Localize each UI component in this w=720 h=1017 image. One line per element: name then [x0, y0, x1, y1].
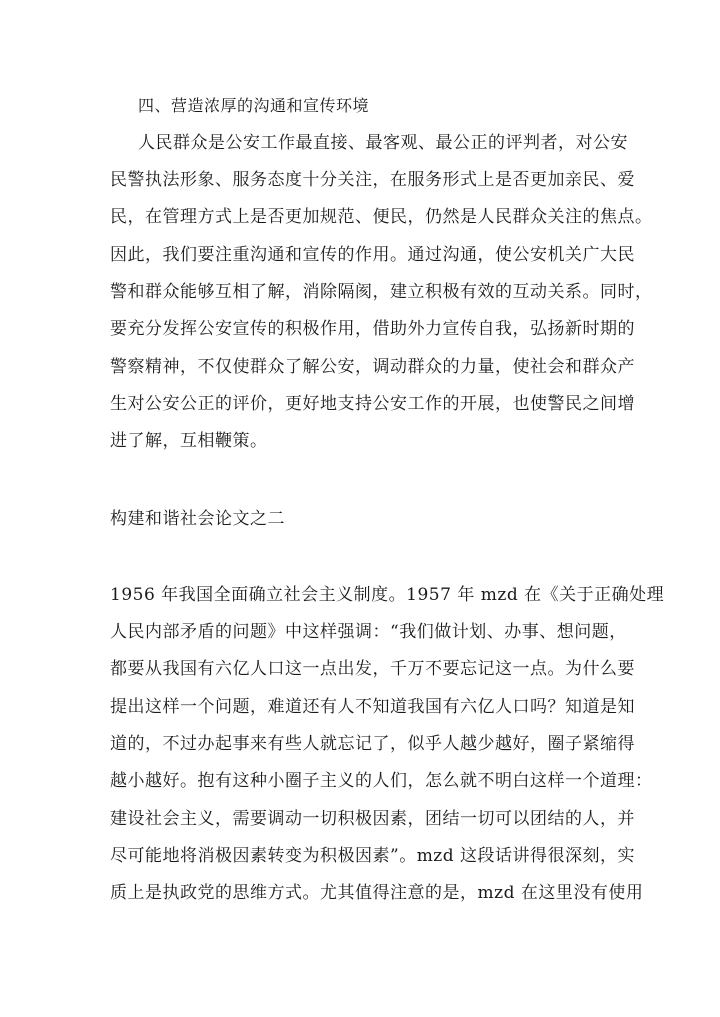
paragraph1-line-4: 因此，我们要注重沟通和宣传的作用。通过沟通，使公安机关广大民 [110, 245, 635, 265]
section-heading: 四、营造浓厚的沟通和宣传环境 [138, 96, 370, 115]
paragraph1-line-1: 人民群众是公安工作最直接、最客观、最公正的评判者，对公安 [138, 133, 628, 153]
subtitle: 构建和谐社会论文之二 [110, 509, 285, 529]
paragraph2-line-1: 1956 年我国全面确立社会主义制度。1957 年 mzd 在《关于正确处理 [110, 585, 665, 605]
paragraph1-line-3: 民，在管理方式上是否更加规范、便民，仍然是人民群众关注的焦点。 [110, 207, 653, 227]
paragraph1-line-2: 民警执法形象、服务态度十分关注，在服务形式上是否更加亲民、爱 [110, 170, 635, 190]
paragraph2-line-9: 质上是执政党的思维方式。尤其值得注意的是，mzd 在这里没有使用 [110, 883, 644, 903]
paragraph1-line-6: 要充分发挥公安宣传的积极作用，借助外力宣传自我，弘扬新时期的 [110, 319, 635, 339]
paragraph2-line-5: 道的，不过办起事来有些人就忘记了，似乎人越少越好，圈子紧缩得 [110, 734, 635, 754]
paragraph2-line-4: 提出这样一个问题，难道还有人不知道我国有六亿人口吗？知道是知 [110, 697, 635, 717]
paragraph1-line-9: 进了解，互相鞭策。 [110, 431, 268, 451]
paragraph2-line-2: 人民内部矛盾的问题》中这样强调：“我们做计划、办事、想问题， [110, 622, 627, 642]
paragraph1-line-5: 警和群众能够互相了解，消除隔阂，建立积极有效的互动关系。同时， [110, 282, 653, 302]
paragraph2-line-6: 越小越好。抱有这种小圈子主义的人们，怎么就不明白这样一个道理： [110, 771, 653, 791]
paragraph1-line-8: 生对公安公正的评价，更好地支持公安工作的开展，也使警民之间增 [110, 394, 635, 414]
paragraph1-line-7: 警察精神，不仅使群众了解公安，调动群众的力量，使社会和群众产 [110, 357, 635, 377]
paragraph2-line-3: 都要从我国有六亿人口这一点出发，千万不要忘记这一点。为什么要 [110, 659, 635, 679]
paragraph2-line-7: 建设社会主义，需要调动一切积极因素，团结一切可以团结的人，并 [110, 809, 635, 829]
paragraph2-line-8: 尽可能地将消极因素转变为积极因素”。mzd 这段话讲得很深刻，实 [110, 846, 636, 866]
